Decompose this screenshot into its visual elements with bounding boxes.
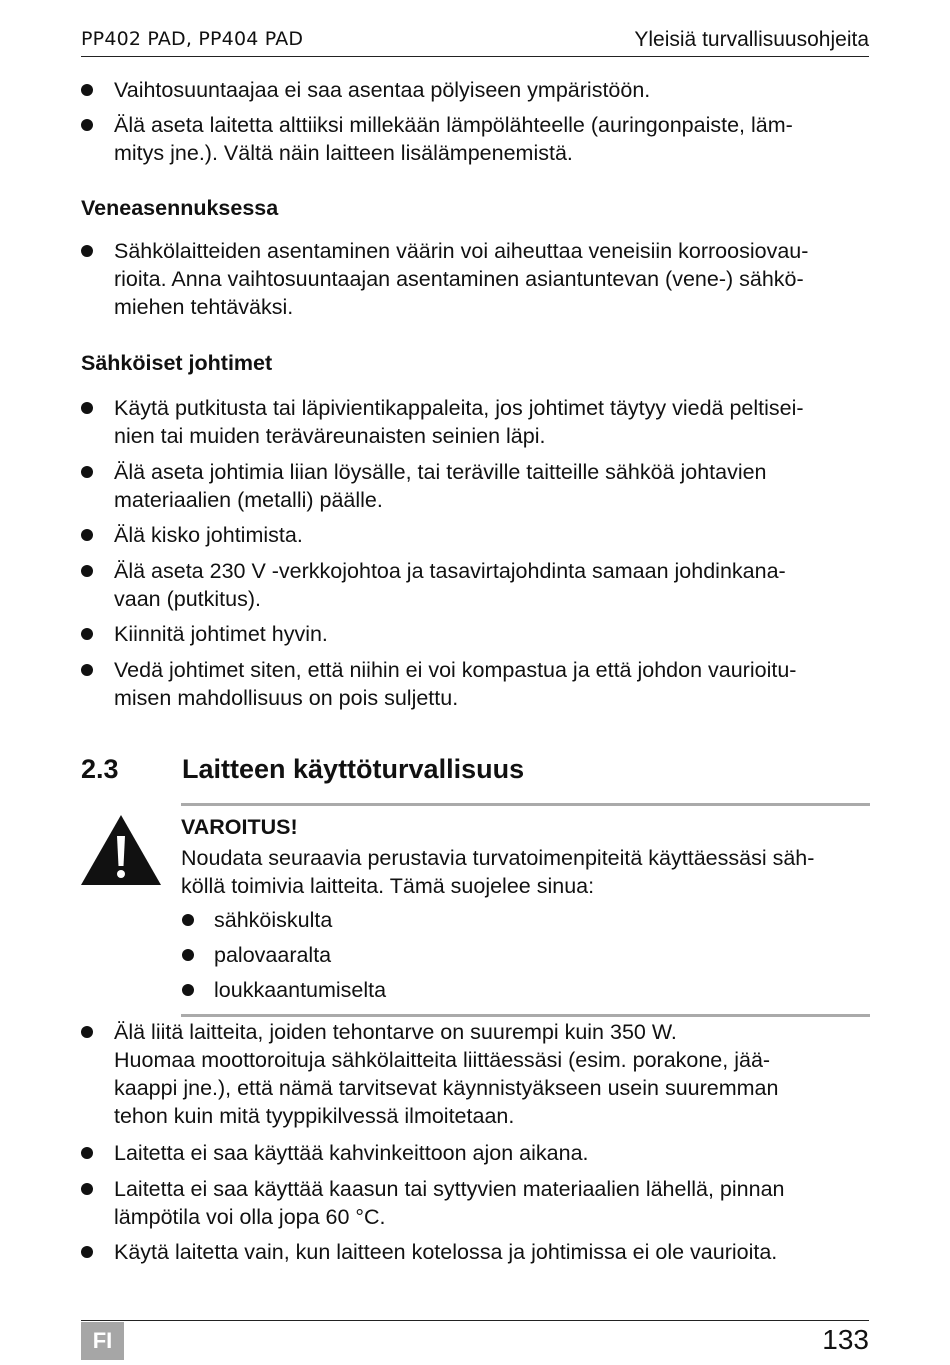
bullet-icon	[81, 466, 93, 478]
bullet-icon	[81, 245, 93, 257]
header-chapter: Yleisiä turvallisuusohjeita	[634, 28, 869, 51]
text-line: Älä liitä laitteita, joiden tehontarve on suurempi kuin 350 W.	[114, 1020, 677, 1044]
bullet-icon	[81, 529, 93, 541]
text-line: Älä aseta 230 V -verkkojohtoa ja tasavirtajohdinta samaan johdinkana-	[114, 559, 786, 583]
bullet-icon	[81, 664, 93, 676]
text-line: sähköiskulta	[214, 908, 333, 932]
header-model: PP402 PAD, PP404 PAD	[81, 28, 304, 50]
text-line: Älä aseta johtimia liian löysälle, tai teräville taitteille sähköä johtavien	[114, 460, 767, 484]
bullet-icon	[81, 119, 93, 131]
bullet-icon	[81, 1183, 93, 1195]
text-line: Noudata seuraavia perustavia turvatoimenpiteitä käyttäessäsi säh-	[181, 846, 815, 870]
bullet-icon	[182, 914, 194, 926]
text-line: tehon kuin mitä tyyppikilvessä ilmoitetaan.	[114, 1104, 515, 1128]
text-line: Käytä laitetta vain, kun laitteen kotelossa ja johtimissa ei ole vaurioita.	[114, 1240, 778, 1264]
warning-triangle-icon	[80, 814, 162, 886]
section-number: 2.3	[81, 754, 119, 784]
text-line: Älä aseta laitetta alttiiksi millekään lämpölähteelle (auringonpaiste, läm-	[114, 113, 793, 137]
bullet-icon	[81, 1147, 93, 1159]
text-line: Laitetta ei saa käyttää kaasun tai syttyvien materiaalien lähellä, pinnan	[114, 1177, 785, 1201]
warning-text	[181, 844, 870, 900]
text-line: loukkaantumiselta	[214, 978, 387, 1002]
bullet-icon	[81, 1026, 93, 1038]
bullet-icon	[81, 628, 93, 640]
page-number: 133	[822, 1324, 869, 1355]
text-line: lämpötila voi olla jopa 60 °C.	[114, 1205, 386, 1229]
text-line: miehen tehtäväksi.	[114, 295, 294, 319]
text-line: Kiinnitä johtimet hyvin.	[114, 622, 328, 646]
footer-divider	[81, 1320, 869, 1321]
bullet-icon	[182, 949, 194, 961]
text-line: Vaihtosuuntaajaa ei saa asentaa pölyiseen ympäristöön.	[114, 78, 651, 102]
text-line: Laitetta ei saa käyttää kahvinkeittoon ajon aikana.	[114, 1141, 589, 1165]
text-line: nien tai muiden teräväreunaisten seinien läpi.	[114, 424, 546, 448]
text-line: köllä toimivia laitteita. Tämä suojelee sinua:	[181, 874, 595, 898]
bullet-icon	[81, 84, 93, 96]
bullet-icon	[81, 1246, 93, 1258]
subheading-boat: Veneasennuksessa	[81, 196, 279, 220]
bullet-icon	[182, 984, 194, 996]
page-header	[81, 24, 869, 57]
text-line: kaappi jne.), että nämä tarvitsevat käynnistyäkseen usein suuremman	[114, 1076, 779, 1100]
text-line: Vedä johtimet siten, että niihin ei voi kompastua ja että johdon vaurioitu-	[114, 658, 797, 682]
text-line: Huomaa moottoroituja sähkölaitteita liittäessäsi (esim. porakone, jää-	[114, 1048, 771, 1072]
text-line: Älä kisko johtimista.	[114, 523, 303, 547]
text-line: materiaalien (metalli) päälle.	[114, 488, 383, 512]
warning-box	[181, 803, 870, 1017]
warning-title: VAROITUS!	[181, 815, 298, 839]
text-line: Sähkölaitteiden asentaminen väärin voi aiheuttaa veneisiin korroosiovau-	[114, 239, 809, 263]
section-title: Laitteen käyttöturvallisuus	[182, 754, 525, 784]
text-line: misen mahdollisuus on pois suljettu.	[114, 686, 459, 710]
text-line: mitys jne.). Vältä näin laitteen lisälämpenemistä.	[114, 141, 573, 165]
text-line: Käytä putkitusta tai läpivientikappaleita, jos johtimet täytyy viedä peltisei-	[114, 396, 804, 420]
bullet-icon	[81, 565, 93, 577]
language-badge: FI	[81, 1322, 124, 1360]
subheading-cables: Sähköiset johtimet	[81, 351, 273, 375]
text-line: palovaaralta	[214, 943, 332, 967]
text-line: rioita. Anna vaihtosuuntaajan asentaminen asiantuntevan (vene-) sähkö-	[114, 267, 804, 291]
bullet-icon	[81, 402, 93, 414]
text-line: vaan (putkitus).	[114, 587, 261, 611]
